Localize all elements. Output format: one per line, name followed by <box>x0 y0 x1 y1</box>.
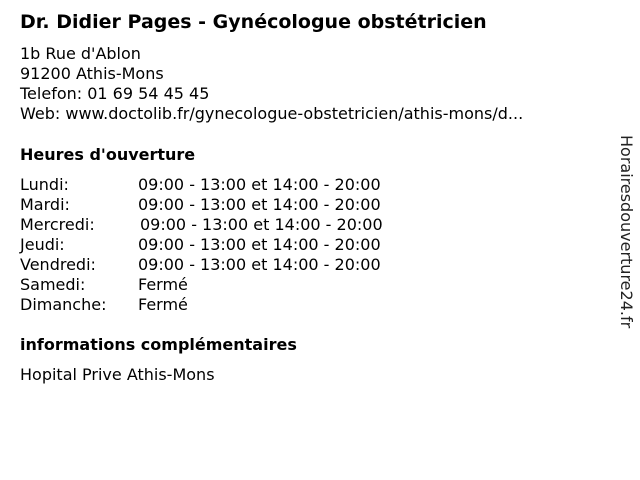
day-hours: 09:00 - 13:00 et 14:00 - 20:00 <box>138 195 381 214</box>
opening-hours-heading: Heures d'ouverture <box>20 145 196 164</box>
site-watermark: Horairesdouverture24.fr <box>617 135 636 329</box>
website: Web: www.doctolib.fr/gynecologue-obstetricien/athis-mons/d... <box>20 104 524 123</box>
day-label: Dimanche: <box>20 295 107 314</box>
city-address: 91200 Athis-Mons <box>20 64 164 83</box>
day-hours: 09:00 - 13:00 et 14:00 - 20:00 <box>140 215 383 234</box>
day-hours: 09:00 - 13:00 et 14:00 - 20:00 <box>138 235 381 254</box>
page-title: Dr. Didier Pages - Gynécologue obstétricien <box>20 11 487 33</box>
phone-number: Telefon: 01 69 54 45 45 <box>20 84 210 103</box>
day-label: Mercredi: <box>20 215 95 234</box>
day-label: Mardi: <box>20 195 70 214</box>
additional-info-text: Hopital Prive Athis-Mons <box>20 365 215 384</box>
day-label: Jeudi: <box>20 235 65 254</box>
day-label: Vendredi: <box>20 255 96 274</box>
additional-info-heading: informations complémentaires <box>20 335 297 354</box>
day-hours: 09:00 - 13:00 et 14:00 - 20:00 <box>138 175 381 194</box>
day-label: Lundi: <box>20 175 69 194</box>
street-address: 1b Rue d'Ablon <box>20 44 141 63</box>
day-label: Samedi: <box>20 275 86 294</box>
day-hours: Fermé <box>138 295 188 314</box>
address-block <box>20 44 523 124</box>
day-hours: Fermé <box>138 275 188 294</box>
day-hours: 09:00 - 13:00 et 14:00 - 20:00 <box>138 255 381 274</box>
